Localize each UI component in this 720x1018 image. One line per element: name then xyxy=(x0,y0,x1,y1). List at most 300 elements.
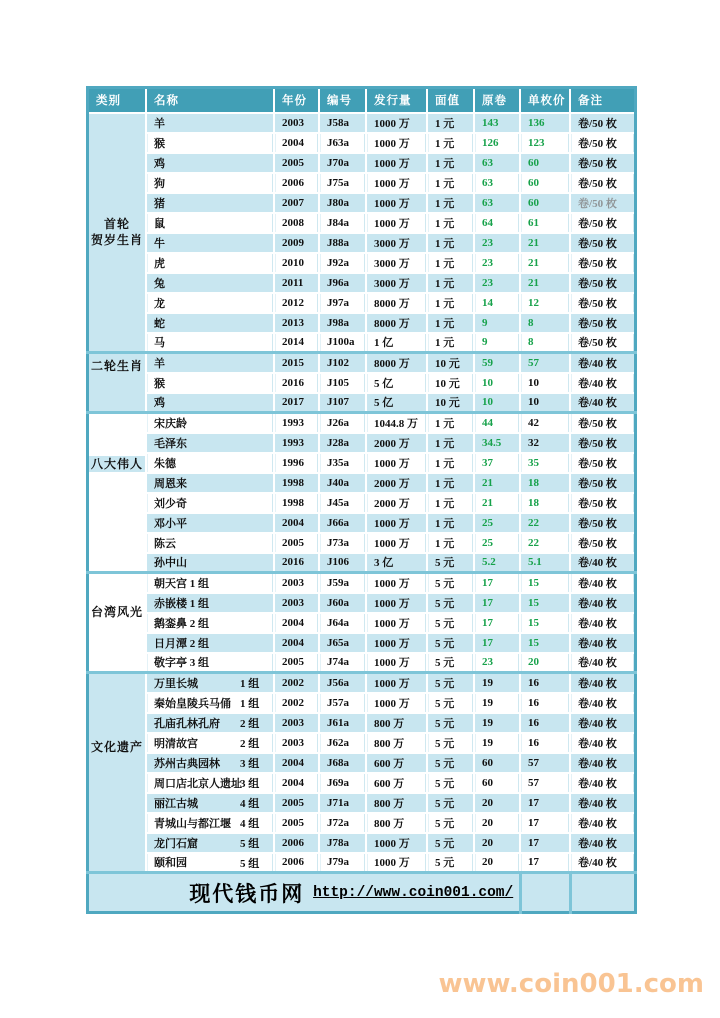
issue-cell: 3000 万 xyxy=(366,273,427,293)
code-cell: J35a xyxy=(319,453,366,473)
remark-cell: 卷/50 枚 xyxy=(570,233,635,253)
unit-price-cell: 17 xyxy=(520,793,570,813)
table-row xyxy=(88,493,636,513)
name-cell: 颐和园 5 组 xyxy=(146,853,274,873)
year-cell: 1998 xyxy=(274,473,319,493)
issue-cell: 1000 万 xyxy=(366,673,427,693)
issue-cell: 1000 万 xyxy=(366,833,427,853)
unit-price-cell: 22 xyxy=(520,513,570,533)
face-value-cell: 5 元 xyxy=(427,693,474,713)
name-cell: 明清故宫 2 组 xyxy=(146,733,274,753)
remark-cell: 卷/40 枚 xyxy=(570,793,635,813)
face-value-cell: 5 元 xyxy=(427,753,474,773)
code-cell: J88a xyxy=(319,233,366,253)
table-footer xyxy=(88,873,636,913)
remark-cell: 卷/40 枚 xyxy=(570,633,635,653)
code-cell: J40a xyxy=(319,473,366,493)
code-cell: J84a xyxy=(319,213,366,233)
face-value-cell: 1 元 xyxy=(427,433,474,453)
face-value-cell: 1 元 xyxy=(427,253,474,273)
table-row xyxy=(88,293,636,313)
unit-price-cell: 22 xyxy=(520,533,570,553)
name-cell: 兔 xyxy=(146,273,274,293)
remark-cell: 卷/50 枚 xyxy=(570,253,635,273)
group-number: 3 组 xyxy=(240,757,260,770)
roll-price-cell: 21 xyxy=(474,473,520,493)
remark-cell: 卷/40 枚 xyxy=(570,853,635,873)
year-cell: 2004 xyxy=(274,133,319,153)
roll-price-cell: 59 xyxy=(474,353,520,373)
face-value-cell: 1 元 xyxy=(427,513,474,533)
unit-price-cell: 16 xyxy=(520,693,570,713)
footer-cell xyxy=(88,873,521,913)
table-row xyxy=(88,633,636,653)
year-cell: 2003 xyxy=(274,573,319,593)
unit-price-cell: 21 xyxy=(520,253,570,273)
issue-cell: 1000 万 xyxy=(366,213,427,233)
remark-cell: 卷/40 枚 xyxy=(570,353,635,373)
name-cell: 鼠 xyxy=(146,213,274,233)
face-value-cell: 1 元 xyxy=(427,293,474,313)
roll-price-cell: 63 xyxy=(474,193,520,213)
code-cell: J65a xyxy=(319,633,366,653)
remark-cell: 卷/50 枚 xyxy=(570,333,635,353)
coin-price-table xyxy=(86,86,637,914)
code-cell: J75a xyxy=(319,173,366,193)
year-cell: 2017 xyxy=(274,393,319,413)
year-cell: 2006 xyxy=(274,833,319,853)
unit-price-cell: 8 xyxy=(520,313,570,333)
face-value-cell: 1 元 xyxy=(427,473,474,493)
remark-cell: 卷/40 枚 xyxy=(570,553,635,573)
unit-price-cell: 17 xyxy=(520,813,570,833)
roll-price-cell: 20 xyxy=(474,813,520,833)
name-cell: 羊 xyxy=(146,113,274,133)
remark-cell: 卷/50 枚 xyxy=(570,473,635,493)
issue-cell: 600 万 xyxy=(366,773,427,793)
group-number: 4 组 xyxy=(240,797,260,810)
name-cell: 羊 xyxy=(146,353,274,373)
roll-price-cell: 25 xyxy=(474,513,520,533)
col-header-unit-price: 单枚价 xyxy=(520,88,570,113)
table-row xyxy=(88,213,636,233)
year-cell: 2004 xyxy=(274,513,319,533)
remark-cell: 卷/50 枚 xyxy=(570,213,635,233)
roll-price-cell: 34.5 xyxy=(474,433,520,453)
code-cell: J92a xyxy=(319,253,366,273)
table-row xyxy=(88,693,636,713)
table-row xyxy=(88,193,636,213)
face-value-cell: 10 元 xyxy=(427,353,474,373)
category-cell: 二轮生肖 xyxy=(88,353,147,413)
name-cell: 刘少奇 xyxy=(146,493,274,513)
remark-cell: 卷/50 枚 xyxy=(570,193,635,213)
unit-price-cell: 35 xyxy=(520,453,570,473)
roll-price-cell: 126 xyxy=(474,133,520,153)
code-cell: J59a xyxy=(319,573,366,593)
code-cell: J102 xyxy=(319,353,366,373)
name-cell: 毛泽东 xyxy=(146,433,274,453)
year-cell: 2007 xyxy=(274,193,319,213)
face-value-cell: 1 元 xyxy=(427,413,474,433)
remark-cell: 卷/40 枚 xyxy=(570,753,635,773)
table-row xyxy=(88,153,636,173)
year-cell: 2003 xyxy=(274,733,319,753)
face-value-cell: 1 元 xyxy=(427,153,474,173)
roll-price-cell: 14 xyxy=(474,293,520,313)
year-cell: 2016 xyxy=(274,373,319,393)
roll-price-cell: 60 xyxy=(474,773,520,793)
issue-cell: 1000 万 xyxy=(366,153,427,173)
code-cell: J74a xyxy=(319,653,366,673)
name-cell: 青城山与都江堰 4 组 xyxy=(146,813,274,833)
table-row xyxy=(88,653,636,673)
col-header-name: 名称 xyxy=(146,88,274,113)
remark-cell: 卷/40 枚 xyxy=(570,673,635,693)
issue-cell: 800 万 xyxy=(366,713,427,733)
issue-cell: 1000 万 xyxy=(366,173,427,193)
face-value-cell: 10 元 xyxy=(427,373,474,393)
code-cell: J73a xyxy=(319,533,366,553)
roll-price-cell: 19 xyxy=(474,693,520,713)
remark-cell: 卷/50 枚 xyxy=(570,133,635,153)
unit-price-cell: 12 xyxy=(520,293,570,313)
col-header-code: 编号 xyxy=(319,88,366,113)
code-cell: J105 xyxy=(319,373,366,393)
remark-cell: 卷/50 枚 xyxy=(570,533,635,553)
footer-empty-cell-2 xyxy=(570,873,635,913)
face-value-cell: 1 元 xyxy=(427,133,474,153)
issue-cell: 2000 万 xyxy=(366,433,427,453)
remark-cell: 卷/40 枚 xyxy=(570,653,635,673)
unit-price-cell: 5.1 xyxy=(520,553,570,573)
remark-cell: 卷/50 枚 xyxy=(570,413,635,433)
col-header-face-value: 面值 xyxy=(427,88,474,113)
year-cell: 2003 xyxy=(274,713,319,733)
year-cell: 2005 xyxy=(274,653,319,673)
year-cell: 2005 xyxy=(274,793,319,813)
remark-cell: 卷/40 枚 xyxy=(570,393,635,413)
unit-price-cell: 136 xyxy=(520,113,570,133)
remark-cell: 卷/50 枚 xyxy=(570,153,635,173)
year-cell: 2014 xyxy=(274,333,319,353)
col-header-issue: 发行量 xyxy=(366,88,427,113)
table-row xyxy=(88,113,636,133)
face-value-cell: 1 元 xyxy=(427,333,474,353)
name-cell: 宋庆龄 xyxy=(146,413,274,433)
table-row xyxy=(88,253,636,273)
issue-cell: 3 亿 xyxy=(366,553,427,573)
face-value-cell: 1 元 xyxy=(427,113,474,133)
table-row xyxy=(88,313,636,333)
remark-cell: 卷/50 枚 xyxy=(570,313,635,333)
face-value-cell: 5 元 xyxy=(427,853,474,873)
year-cell: 2010 xyxy=(274,253,319,273)
code-cell: J61a xyxy=(319,713,366,733)
code-cell: J97a xyxy=(319,293,366,313)
year-cell: 2004 xyxy=(274,753,319,773)
unit-price-cell: 15 xyxy=(520,613,570,633)
table-row xyxy=(88,833,636,853)
table-row xyxy=(88,813,636,833)
table-row xyxy=(88,453,636,473)
table-row xyxy=(88,673,636,693)
code-cell: J69a xyxy=(319,773,366,793)
site-name: 现代钱币网 xyxy=(189,882,305,906)
name-cell: 孔庙孔林孔府 2 组 xyxy=(146,713,274,733)
unit-price-cell: 10 xyxy=(520,393,570,413)
issue-cell: 800 万 xyxy=(366,793,427,813)
unit-price-cell: 18 xyxy=(520,473,570,493)
roll-price-cell: 23 xyxy=(474,253,520,273)
table-row xyxy=(88,773,636,793)
unit-price-cell: 60 xyxy=(520,173,570,193)
name-cell: 猴 xyxy=(146,133,274,153)
unit-price-cell: 10 xyxy=(520,373,570,393)
code-cell: J66a xyxy=(319,513,366,533)
year-cell: 2002 xyxy=(274,673,319,693)
name-cell: 鸡 xyxy=(146,153,274,173)
code-cell: J72a xyxy=(319,813,366,833)
name-cell: 蛇 xyxy=(146,313,274,333)
col-header-category: 类别 xyxy=(88,88,147,113)
face-value-cell: 1 元 xyxy=(427,453,474,473)
face-value-cell: 1 元 xyxy=(427,493,474,513)
issue-cell: 8000 万 xyxy=(366,313,427,333)
group-number: 2 组 xyxy=(240,737,260,750)
table-row xyxy=(88,553,636,573)
year-cell: 2004 xyxy=(274,613,319,633)
footer-empty-cell-1 xyxy=(520,873,570,913)
roll-price-cell: 37 xyxy=(474,453,520,473)
code-cell: J57a xyxy=(319,693,366,713)
code-cell: J63a xyxy=(319,133,366,153)
table-row xyxy=(88,233,636,253)
remark-cell: 卷/40 枚 xyxy=(570,693,635,713)
col-header-remark: 备注 xyxy=(570,88,635,113)
unit-price-cell: 21 xyxy=(520,273,570,293)
table-row xyxy=(88,473,636,493)
issue-cell: 1000 万 xyxy=(366,113,427,133)
unit-price-cell: 16 xyxy=(520,673,570,693)
category-cell: 首轮 贺岁生肖 xyxy=(88,113,147,353)
name-cell: 朱德 xyxy=(146,453,274,473)
remark-cell: 卷/50 枚 xyxy=(570,493,635,513)
year-cell: 2012 xyxy=(274,293,319,313)
year-cell: 2005 xyxy=(274,533,319,553)
table-row xyxy=(88,413,636,433)
face-value-cell: 5 元 xyxy=(427,773,474,793)
name-cell: 鸡 xyxy=(146,393,274,413)
year-cell: 1993 xyxy=(274,413,319,433)
issue-cell: 1000 万 xyxy=(366,593,427,613)
remark-cell: 卷/40 枚 xyxy=(570,813,635,833)
year-cell: 2016 xyxy=(274,553,319,573)
issue-cell: 1000 万 xyxy=(366,513,427,533)
unit-price-cell: 60 xyxy=(520,153,570,173)
code-cell: J56a xyxy=(319,673,366,693)
issue-cell: 1000 万 xyxy=(366,193,427,213)
unit-price-cell: 32 xyxy=(520,433,570,453)
code-cell: J96a xyxy=(319,273,366,293)
roll-price-cell: 19 xyxy=(474,733,520,753)
name-cell: 秦始皇陵兵马俑 1 组 xyxy=(146,693,274,713)
name-cell: 丽江古城 4 组 xyxy=(146,793,274,813)
name-cell: 周恩来 xyxy=(146,473,274,493)
issue-cell: 800 万 xyxy=(366,813,427,833)
issue-cell: 8000 万 xyxy=(366,353,427,373)
unit-price-cell: 57 xyxy=(520,773,570,793)
unit-price-cell: 15 xyxy=(520,573,570,593)
roll-price-cell: 44 xyxy=(474,413,520,433)
remark-cell: 卷/50 枚 xyxy=(570,293,635,313)
price-table xyxy=(86,86,637,914)
unit-price-cell: 20 xyxy=(520,653,570,673)
face-value-cell: 1 元 xyxy=(427,213,474,233)
unit-price-cell: 42 xyxy=(520,413,570,433)
issue-cell: 5 亿 xyxy=(366,373,427,393)
roll-price-cell: 17 xyxy=(474,573,520,593)
face-value-cell: 5 元 xyxy=(427,553,474,573)
face-value-cell: 1 元 xyxy=(427,233,474,253)
category-cell: 文化遗产 xyxy=(88,673,147,873)
issue-cell: 1000 万 xyxy=(366,853,427,873)
unit-price-cell: 8 xyxy=(520,333,570,353)
code-cell: J107 xyxy=(319,393,366,413)
issue-cell: 1000 万 xyxy=(366,573,427,593)
face-value-cell: 1 元 xyxy=(427,273,474,293)
roll-price-cell: 23 xyxy=(474,653,520,673)
roll-price-cell: 5.2 xyxy=(474,553,520,573)
remark-cell: 卷/50 枚 xyxy=(570,433,635,453)
roll-price-cell: 23 xyxy=(474,273,520,293)
table-body xyxy=(88,113,636,873)
remark-cell: 卷/40 枚 xyxy=(570,713,635,733)
code-cell: J79a xyxy=(319,853,366,873)
name-cell: 鹅銮鼻 2 组 xyxy=(146,613,274,633)
table-row xyxy=(88,393,636,413)
issue-cell: 1 亿 xyxy=(366,333,427,353)
year-cell: 2002 xyxy=(274,693,319,713)
year-cell: 2003 xyxy=(274,113,319,133)
code-cell: J45a xyxy=(319,493,366,513)
code-cell: J106 xyxy=(319,553,366,573)
roll-price-cell: 60 xyxy=(474,753,520,773)
watermark: www.coin001.com xyxy=(438,969,704,999)
table-row xyxy=(88,373,636,393)
face-value-cell: 1 元 xyxy=(427,313,474,333)
unit-price-cell: 17 xyxy=(520,853,570,873)
roll-price-cell: 20 xyxy=(474,853,520,873)
face-value-cell: 5 元 xyxy=(427,793,474,813)
roll-price-cell: 143 xyxy=(474,113,520,133)
table-row xyxy=(88,713,636,733)
year-cell: 2003 xyxy=(274,593,319,613)
year-cell: 2011 xyxy=(274,273,319,293)
table-row xyxy=(88,753,636,773)
table-row xyxy=(88,533,636,553)
header-row xyxy=(88,88,636,113)
category-cell: 台湾风光 xyxy=(88,573,147,673)
remark-cell: 卷/40 枚 xyxy=(570,773,635,793)
table-row xyxy=(88,173,636,193)
code-cell: J26a xyxy=(319,413,366,433)
name-cell: 龙 xyxy=(146,293,274,313)
name-cell: 敬字亭 3 组 xyxy=(146,653,274,673)
code-cell: J28a xyxy=(319,433,366,453)
unit-price-cell: 15 xyxy=(520,593,570,613)
remark-cell: 卷/40 枚 xyxy=(570,573,635,593)
remark-cell: 卷/50 枚 xyxy=(570,113,635,133)
name-cell: 猴 xyxy=(146,373,274,393)
group-number: 5 组 xyxy=(240,837,260,850)
name-cell: 陈云 xyxy=(146,533,274,553)
year-cell: 2013 xyxy=(274,313,319,333)
unit-price-cell: 123 xyxy=(520,133,570,153)
roll-price-cell: 21 xyxy=(474,493,520,513)
site-url-link[interactable]: http://www.coin001.com/ xyxy=(313,884,514,901)
issue-cell: 1000 万 xyxy=(366,653,427,673)
face-value-cell: 5 元 xyxy=(427,633,474,653)
group-number: 1 组 xyxy=(240,697,260,710)
roll-price-cell: 9 xyxy=(474,313,520,333)
issue-cell: 3000 万 xyxy=(366,253,427,273)
code-cell: J80a xyxy=(319,193,366,213)
col-header-year: 年份 xyxy=(274,88,319,113)
table-row xyxy=(88,733,636,753)
issue-cell: 1000 万 xyxy=(366,633,427,653)
table-row xyxy=(88,593,636,613)
table-row xyxy=(88,853,636,873)
name-cell: 狗 xyxy=(146,173,274,193)
issue-cell: 600 万 xyxy=(366,753,427,773)
code-cell: J64a xyxy=(319,613,366,633)
table-row xyxy=(88,613,636,633)
year-cell: 2006 xyxy=(274,853,319,873)
face-value-cell: 5 元 xyxy=(427,733,474,753)
face-value-cell: 1 元 xyxy=(427,173,474,193)
unit-price-cell: 18 xyxy=(520,493,570,513)
remark-cell: 卷/50 枚 xyxy=(570,513,635,533)
code-cell: J71a xyxy=(319,793,366,813)
roll-price-cell: 63 xyxy=(474,173,520,193)
table-row xyxy=(88,353,636,373)
roll-price-cell: 17 xyxy=(474,613,520,633)
remark-cell: 卷/40 枚 xyxy=(570,733,635,753)
group-number: 5 组 xyxy=(240,857,260,870)
remark-cell: 卷/40 枚 xyxy=(570,833,635,853)
unit-price-cell: 57 xyxy=(520,753,570,773)
roll-price-cell: 20 xyxy=(474,833,520,853)
group-number: 2 组 xyxy=(240,717,260,730)
year-cell: 2004 xyxy=(274,773,319,793)
footer-row xyxy=(88,873,636,913)
year-cell: 1996 xyxy=(274,453,319,473)
code-cell: J98a xyxy=(319,313,366,333)
issue-cell: 800 万 xyxy=(366,733,427,753)
year-cell: 2005 xyxy=(274,153,319,173)
name-cell: 龙门石窟 5 组 xyxy=(146,833,274,853)
roll-price-cell: 63 xyxy=(474,153,520,173)
roll-price-cell: 23 xyxy=(474,233,520,253)
name-cell: 周口店北京人遗址 3 组 xyxy=(146,773,274,793)
name-cell: 牛 xyxy=(146,233,274,253)
name-cell: 苏州古典园林 3 组 xyxy=(146,753,274,773)
name-cell: 虎 xyxy=(146,253,274,273)
issue-cell: 3000 万 xyxy=(366,233,427,253)
roll-price-cell: 64 xyxy=(474,213,520,233)
year-cell: 2009 xyxy=(274,233,319,253)
